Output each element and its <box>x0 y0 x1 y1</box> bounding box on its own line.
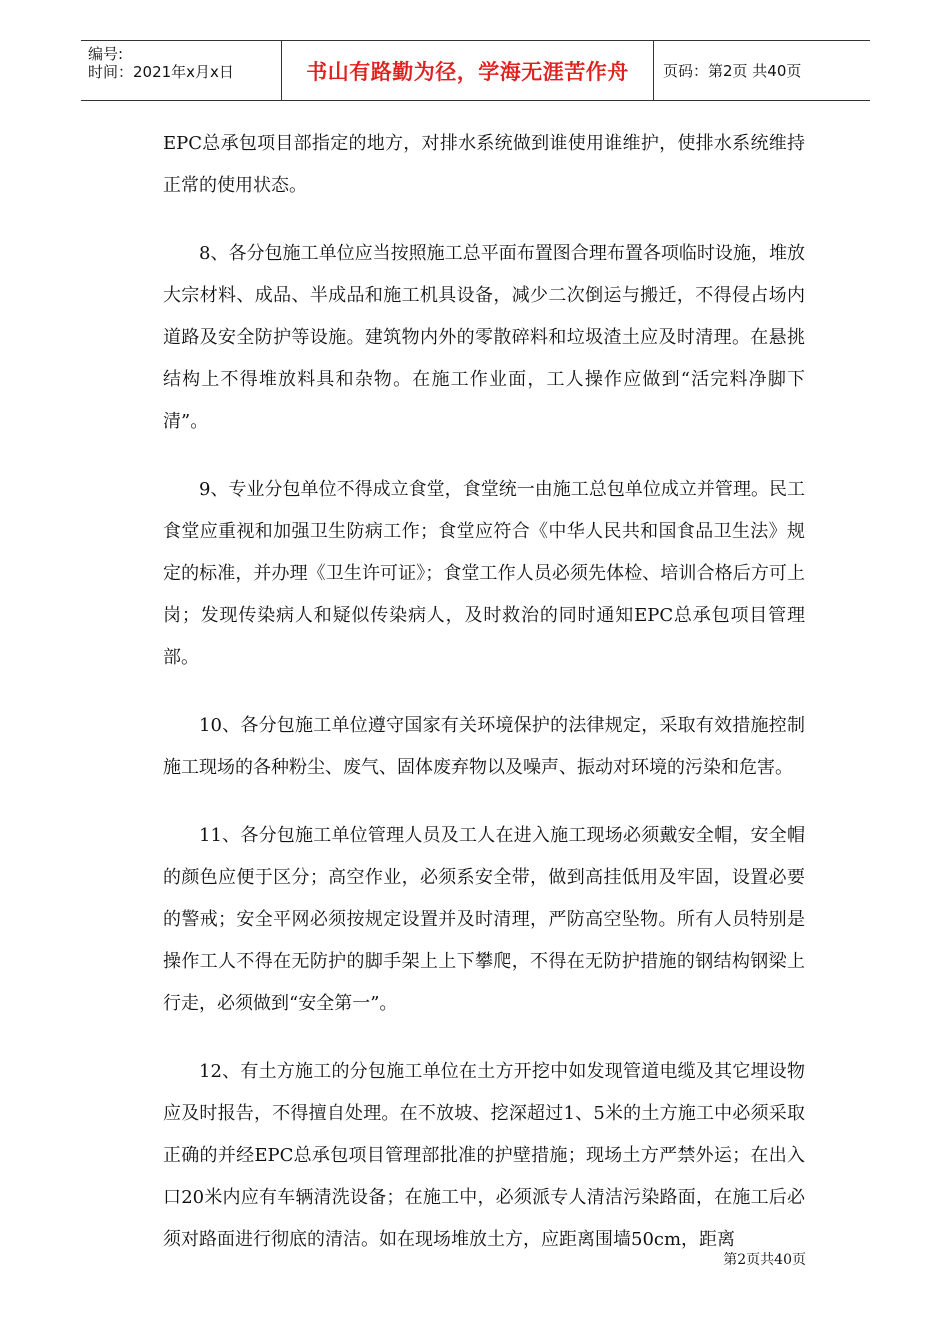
page-header <box>81 40 870 101</box>
paragraph: EPC总承包项目部指定的地方，对排水系统做到谁使用谁维护，使排水系统维持正常的使用状态。 <box>163 133 805 196</box>
document-number-label: 编号: <box>88 45 124 63</box>
paragraph: 11、各分包施工单位管理人员及工人在进入施工现场必须戴安全帽，安全帽的颜色应便于区分；高空作业，必须系安全带，做到高挂低用及牢固，设置必要的警戒；安全平网必须按规定设置并及时清理，严防高空坠物。所有人员特别是操作工人不得在无防护的脚手架上上下攀爬，不得在无防护措施的钢结构钢梁上行走，必须做到“安全第一”。 <box>163 825 805 1014</box>
page-footer: 第2页共40页 <box>723 1252 806 1268</box>
paragraph: 8、各分包施工单位应当按照施工总平面布置图合理布置各项临时设施，堆放大宗材料、成品、半成品和施工机具设备，减少二次倒运与搬迁，不得侵占场内道路及安全防护等设施。建筑物内外的零散碎料和垃圾渣土应及时清理。在悬挑结构上不得堆放料具和杂物。在施工作业面，工人操作应做到“活完料净脚下清”。 <box>163 243 805 432</box>
document-time-label: 时间：2021年x月x日 <box>88 63 234 81</box>
paragraph: 10、各分包施工单位遵守国家有关环境保护的法律规定，采取有效措施控制施工现场的各种粉尘、废气、固体废弃物以及噪声、振动对环境的污染和危害。 <box>163 715 805 778</box>
header-meta <box>81 41 282 100</box>
paragraph: 12、有土方施工的分包施工单位在土方开挖中如发现管道电缆及其它埋设物应及时报告，不得擅自处理。在不放坡、挖深超过1、5米的土方施工中必须采取正确的并经EPC总承包项目管理部批准的护壁措施；现场土方严禁外运；在出入口20米内应有车辆清洗设备；在施工中，必须派专人清洁污染路面，在施工后必须对路面进行彻底的清洁。如在现场堆放土方，应距离围墙50cm，距离 <box>163 1061 805 1250</box>
header-page-number: 页码：第2页 共40页 <box>663 62 802 80</box>
document-body <box>163 123 805 1287</box>
paragraph: 9、专业分包单位不得成立食堂，食堂统一由施工总包单位成立并管理。民工食堂应重视和加强卫生防病工作；食堂应符合《中华人民共和国食品卫生法》规定的标准，并办理《卫生许可证》；食堂工作人员必须先体检、培训合格后方可上岗；发现传染病人和疑似传染病人，及时救治的同时通知EPC总承包项目管理部。 <box>163 479 805 668</box>
header-motto: 书山有路勤为径，学海无涯苦作舟 <box>282 41 654 100</box>
